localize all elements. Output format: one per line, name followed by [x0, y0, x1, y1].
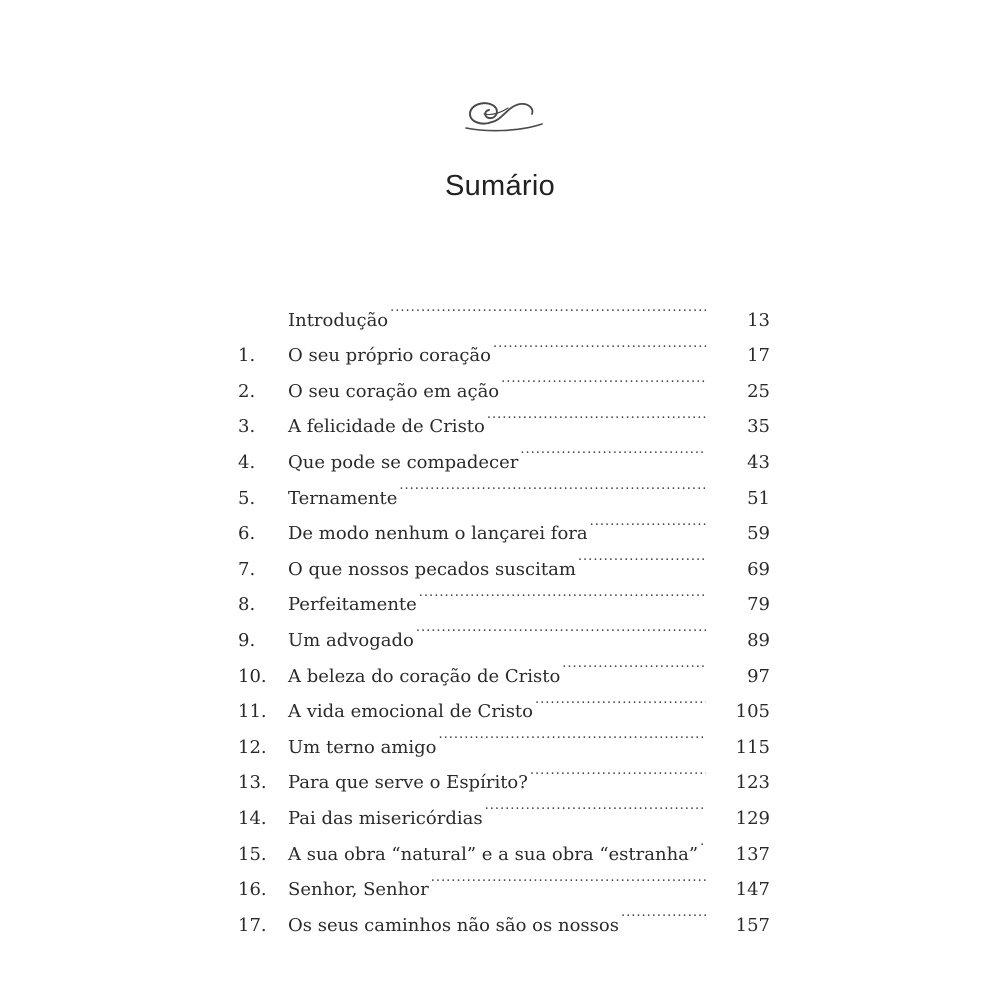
toc-dot-leader	[535, 682, 706, 718]
toc-dot-leader	[487, 397, 706, 433]
toc-entry-number: 4.	[238, 451, 256, 473]
toc-entry-page: 69	[747, 558, 770, 580]
toc-dot-leader	[578, 539, 706, 575]
toc-entry-number: 5.	[238, 487, 256, 509]
toc-entry-number: 10.	[238, 665, 267, 687]
toc-entry-number: 9.	[238, 629, 256, 651]
toc-entry	[238, 290, 770, 331]
toc-dot-leader	[390, 290, 706, 326]
toc-dot-leader	[419, 575, 706, 611]
toc-entry-title: Ternamente	[288, 487, 398, 509]
toc-entry-number: 13.	[238, 772, 267, 794]
toc-dot-leader	[621, 895, 706, 931]
toc-dot-leader	[485, 788, 706, 824]
toc-dot-leader	[431, 860, 706, 896]
toc-dot-leader	[700, 824, 706, 860]
toc-entry-page: 25	[747, 380, 770, 402]
toc-entry-page: 123	[735, 772, 770, 794]
toc-entry-title: Introdução	[288, 309, 389, 331]
toc-entry-number: 7.	[238, 558, 256, 580]
toc-entry-page: 43	[747, 451, 770, 473]
toc-entry-title: Um terno amigo	[288, 736, 437, 758]
toc-entry-number: 15.	[238, 843, 267, 865]
toc-dot-leader	[562, 646, 706, 682]
toc-entry-page: 129	[735, 807, 770, 829]
toc-entry-title: A beleza do coração de Cristo	[288, 665, 561, 687]
toc-entry-page: 17	[747, 345, 770, 367]
flourish-ornament-icon	[462, 92, 546, 138]
toc-entry-page: 89	[747, 629, 770, 651]
toc-entry-title: O seu coração em ação	[288, 380, 500, 402]
toc-dot-leader	[501, 361, 706, 397]
toc-entry-title: O seu próprio coração	[288, 345, 491, 367]
toc-dot-leader	[399, 468, 706, 504]
table-of-contents	[238, 290, 770, 936]
toc-entry-number: 12.	[238, 736, 267, 758]
toc-entry-title: A felicidade de Cristo	[288, 416, 485, 438]
toc-entry-page: 79	[747, 594, 770, 616]
toc-entry-title: Os seus caminhos não são os nossos	[288, 914, 619, 936]
toc-entry-number: 3.	[238, 416, 256, 438]
toc-entry-number: 2.	[238, 380, 256, 402]
toc-entry-page: 147	[735, 879, 770, 901]
toc-entry-title: O que nossos pecados suscitam	[288, 558, 576, 580]
toc-dot-leader	[530, 753, 706, 789]
toc-entry-title: A vida emocional de Cristo	[288, 701, 533, 723]
toc-entry-number: 1.	[238, 345, 256, 367]
toc-entry-page: 97	[747, 665, 770, 687]
toc-entry-page: 105	[735, 701, 770, 723]
toc-dot-leader	[520, 432, 706, 468]
toc-entry-title: Para que serve o Espírito?	[288, 772, 528, 794]
toc-entry-number: 8.	[238, 594, 256, 616]
toc-entry-number: 11.	[238, 701, 267, 723]
toc-dot-leader	[493, 326, 706, 362]
toc-dot-leader	[416, 610, 706, 646]
toc-entry-number: 14.	[238, 807, 267, 829]
toc-entry-title: De modo nenhum o lançarei fora	[288, 523, 588, 545]
toc-entry-number: 16.	[238, 879, 267, 901]
toc-dot-leader	[439, 717, 706, 753]
toc-entry-page: 13	[747, 309, 770, 331]
toc-entry-page: 157	[735, 914, 770, 936]
toc-entry-page: 35	[747, 416, 770, 438]
toc-entry-page: 137	[735, 843, 770, 865]
toc-entry-page: 51	[747, 487, 770, 509]
toc-entry-title: A sua obra “natural” e a sua obra “estranha”	[288, 843, 699, 865]
toc-entry-title: Perfeitamente	[288, 594, 417, 616]
toc-entry-title: Um advogado	[288, 629, 414, 651]
page-title: Sumário	[444, 170, 556, 202]
toc-entry-title: Senhor, Senhor	[288, 879, 429, 901]
toc-entry-page: 115	[735, 736, 770, 758]
toc-entry-page: 59	[747, 523, 770, 545]
toc-entry-title: Que pode se compadecer	[288, 451, 519, 473]
toc-dot-leader	[590, 504, 706, 540]
toc-entry-number: 6.	[238, 523, 256, 545]
toc-entry-title: Pai das misericórdias	[288, 807, 483, 829]
toc-entry-number: 17.	[238, 914, 267, 936]
